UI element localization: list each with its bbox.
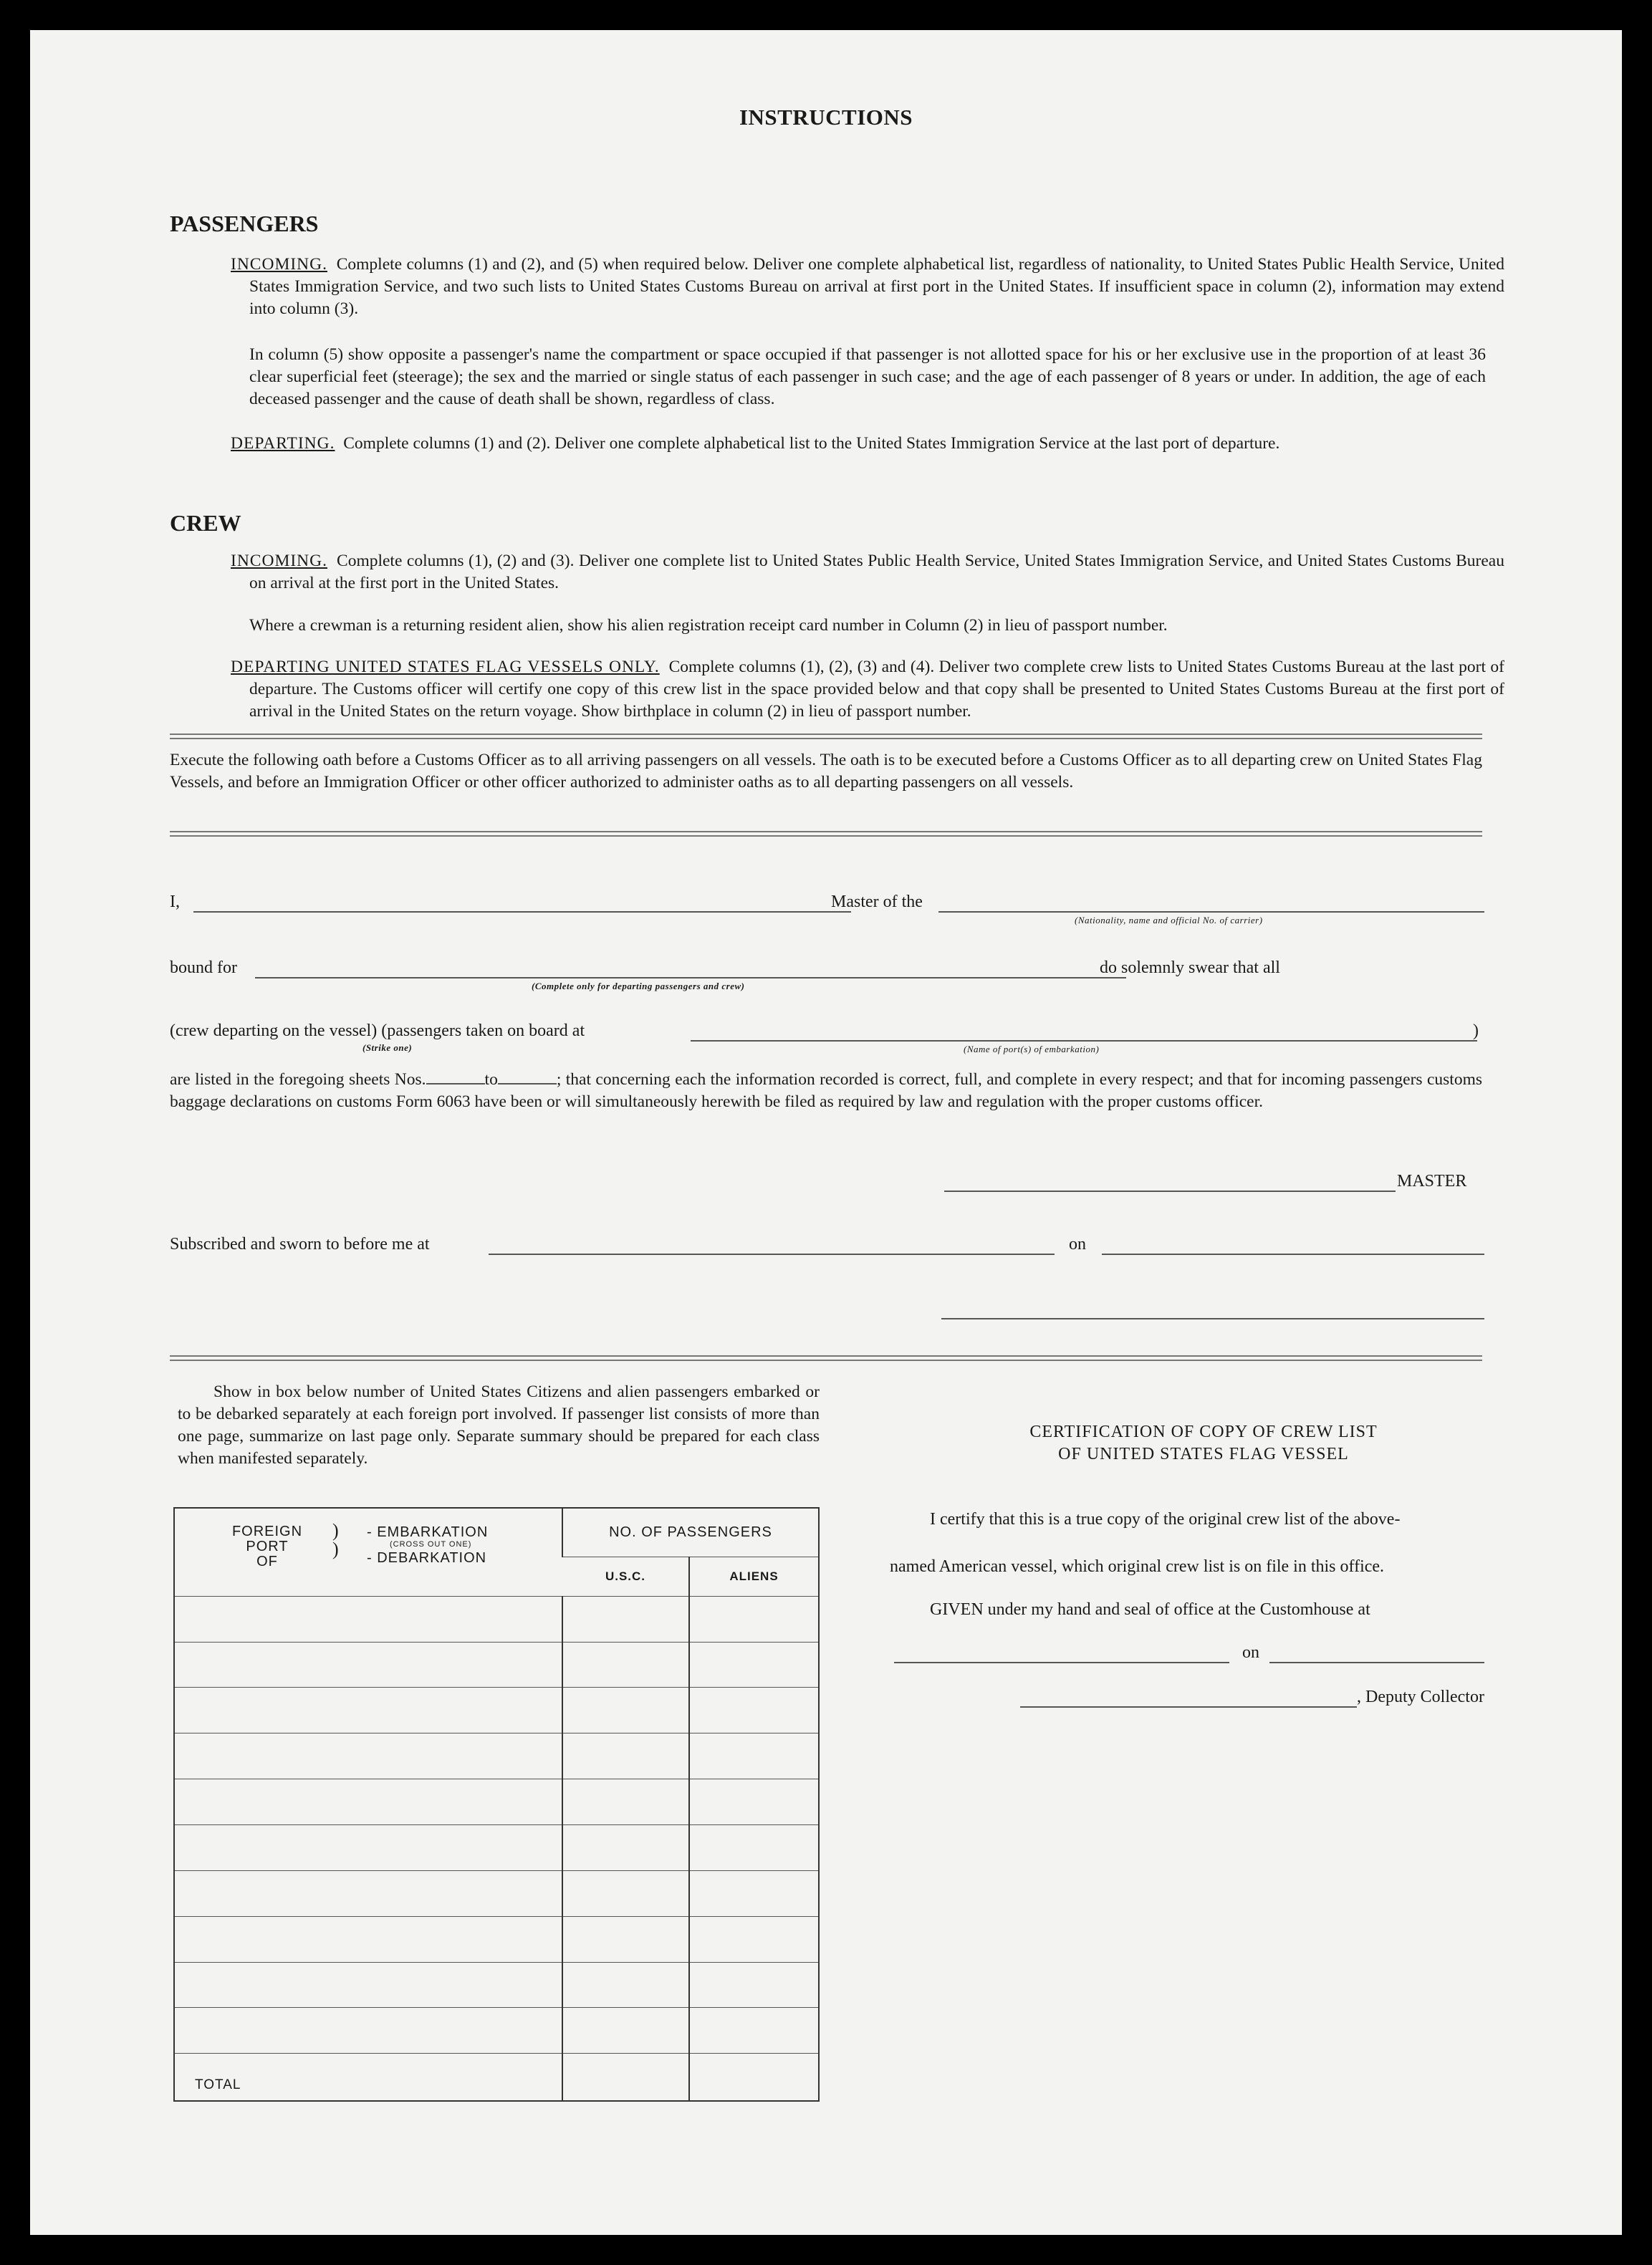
crew-departing-label: DEPARTING UNITED STATES FLAG VESSELS ONLY. xyxy=(231,658,660,676)
port-header-line: PORT xyxy=(246,1539,289,1554)
carrier-field[interactable] xyxy=(938,911,1484,913)
certification-line-3: GIVEN under my hand and seal of office at the Customhouse at xyxy=(930,1600,1370,1619)
listed-paragraph xyxy=(170,1069,1482,1113)
port-cell[interactable] xyxy=(174,1733,562,1779)
crew-incoming-paragraph xyxy=(231,550,1504,595)
usc-cell[interactable] xyxy=(562,1824,689,1870)
sworn-on-label: on xyxy=(1069,1235,1086,1254)
total-cell xyxy=(174,2054,562,2101)
usc-cell[interactable] xyxy=(562,1916,689,1962)
certification-line-1: I certify that this is a true copy of the original crew list of the above- xyxy=(930,1510,1401,1529)
sworn-place-field[interactable] xyxy=(489,1254,1055,1255)
carrier-caption: (Nationality, name and official No. of carrier) xyxy=(1075,915,1263,925)
cross-out-caption: (CROSS OUT ONE) xyxy=(390,1540,472,1549)
aliens-header xyxy=(689,1557,819,1596)
usc-cell[interactable] xyxy=(562,1870,689,1916)
divider xyxy=(170,831,1482,832)
usc-cell[interactable] xyxy=(562,1779,689,1825)
crew-incoming-label: INCOMING. xyxy=(231,552,327,570)
deputy-signature-field[interactable] xyxy=(1020,1706,1357,1708)
officer-signature-field[interactable] xyxy=(941,1318,1484,1319)
listed-label: are listed in the foregoing sheets Nos. xyxy=(170,1070,426,1089)
aliens-cell[interactable] xyxy=(689,1962,819,2008)
divider xyxy=(170,738,1482,739)
listed-text: ; that concerning each the information recorded is correct, full, and complete in every respect; and that for incoming passengers customs baggage declarations on customs Form 6063 have been or will simultaneously herewith be filed as required by law and regulation with the proper customs officer. xyxy=(170,1070,1482,1111)
usc-cell[interactable] xyxy=(562,1733,689,1779)
port-cell[interactable] xyxy=(174,1916,562,1962)
divider xyxy=(170,835,1482,837)
certification-date-field[interactable] xyxy=(1269,1662,1484,1663)
subscribed-label: Subscribed and sworn to before me at xyxy=(170,1235,430,1254)
usc-cell[interactable] xyxy=(562,1688,689,1733)
aliens-cell[interactable] xyxy=(689,1824,819,1870)
aliens-cell[interactable] xyxy=(689,2008,819,2054)
close-paren: ) xyxy=(1473,1021,1479,1040)
summary-instruction: Show in box below number of United States Citizens and alien passengers embarked or to be debarked separately at each foreign port involved. If passenger list consists of more than one page, summarize on last page only. Separate summary should be prepared for each class when manifested separately. xyxy=(178,1382,820,1468)
port-cell[interactable] xyxy=(174,1642,562,1688)
brace-bottom: ) xyxy=(332,1539,339,1559)
document-page xyxy=(30,30,1622,2235)
no-passengers-header xyxy=(562,1508,819,1557)
port-cell[interactable] xyxy=(174,1824,562,1870)
crew-departing-label: (crew departing on the vessel) (passengers taken on board at xyxy=(170,1021,585,1040)
port-cell[interactable] xyxy=(174,1962,562,2008)
divider xyxy=(170,734,1482,735)
oath-i-label: I, xyxy=(170,893,180,911)
master-name-field[interactable] xyxy=(193,911,851,913)
port-cell[interactable] xyxy=(174,1870,562,1916)
usc-cell[interactable] xyxy=(562,2008,689,2054)
aliens-total-cell[interactable] xyxy=(689,2054,819,2101)
destination-field[interactable] xyxy=(255,977,1126,978)
bound-for-label: bound for xyxy=(170,958,237,977)
passengers-departing-paragraph xyxy=(231,433,1504,455)
port-cell[interactable] xyxy=(174,2008,562,2054)
aliens-cell[interactable] xyxy=(689,1779,819,1825)
certification-on-label: on xyxy=(1242,1643,1259,1662)
crew-departing-paragraph xyxy=(231,656,1504,723)
crew-resident-paragraph: Where a crewman is a returning resident alien, show his alien registration receipt card number in Column (2) in lieu of passport number. xyxy=(249,616,1168,635)
port-cell[interactable] xyxy=(174,1688,562,1733)
port-cell[interactable] xyxy=(174,1596,562,1642)
aliens-cell[interactable] xyxy=(689,1870,819,1916)
usc-cell[interactable] xyxy=(562,1596,689,1642)
certification-line-2: named American vessel, which original crew list is on file in this office. xyxy=(890,1557,1385,1576)
crew-incoming-text: Complete columns (1), (2) and (3). Deliver one complete list to United States Public Health Service, United States Immigration Service, and United States Customs Bureau on arrival at the first port in the United States. xyxy=(249,552,1504,592)
port-header-line: FOREIGN xyxy=(231,1524,303,1539)
port-caption: (Name of port(s) of embarkation) xyxy=(964,1044,1100,1054)
strike-caption: (Strike one) xyxy=(362,1042,413,1053)
certification-title-line: CERTIFICATION OF COPY OF CREW LIST xyxy=(1029,1423,1378,1441)
no-passengers-label: NO. OF PASSENGERS xyxy=(609,1524,772,1540)
aliens-cell[interactable] xyxy=(689,1916,819,1962)
port-cell[interactable] xyxy=(174,1779,562,1825)
debarkation-label: - DEBARKATION xyxy=(367,1550,487,1566)
passengers-incoming-paragraph xyxy=(231,254,1504,320)
sworn-date-field[interactable] xyxy=(1102,1254,1484,1255)
crew-departing-text: Complete columns (1), (2), (3) and (4). Deliver two complete crew lists to United States Customs Bureau at the last port of departure. The Customs officer will certify one copy of this crew list in the space provided below and that copy shall be presented to United States Customs Bureau at the first port of arrival in the United States on the return voyage. Show birthplace in column (2) in lieu of passport number. xyxy=(249,658,1504,721)
sheet-from-field[interactable] xyxy=(426,1083,485,1085)
divider xyxy=(170,1360,1482,1361)
passengers-heading: PASSENGERS xyxy=(170,211,319,236)
passengers-departing-label: DEPARTING. xyxy=(231,434,335,453)
certification-title xyxy=(860,1421,1547,1466)
passengers-column5-paragraph: In column (5) show opposite a passenger's name the compartment or space occupied if that passenger is not allotted space for his or her exclusive use in the proportion of at least 36 clear superficial feet (steerage); the sex and the married or single status of each passenger in such case; and the age of each passenger of 8 years or under. In addition, the age of each deceased passenger and the cause of death shall be shown, regardless of class. xyxy=(249,345,1486,408)
page-title: INSTRUCTIONS xyxy=(739,105,913,130)
master-of-label: Master of the xyxy=(831,893,923,911)
passengers-departing-text: Complete columns (1) and (2). Deliver one complete alphabetical list to the United States Immigration Service at the last port of departure. xyxy=(343,434,1280,453)
usc-label: U.S.C. xyxy=(605,1569,646,1583)
port-header xyxy=(228,1524,307,1569)
passengers-incoming-text: Complete columns (1) and (2), and (5) when required below. Deliver one complete alphabetical list, regardless of nationality, to United States Public Health Service, United States Immigration Service, and two such lists to United States Customs Bureau on arrival at first port in the United States. If insufficient space in column (2), information may extend into column (3). xyxy=(249,255,1505,318)
embarkation-label: - EMBARKATION xyxy=(367,1524,489,1540)
usc-cell[interactable] xyxy=(562,1962,689,2008)
usc-header xyxy=(562,1557,689,1596)
aliens-cell[interactable] xyxy=(689,1596,819,1642)
aliens-cell[interactable] xyxy=(689,1688,819,1733)
to-label: to xyxy=(484,1070,498,1089)
port-header-line: OF xyxy=(256,1554,278,1569)
master-signature-field[interactable] xyxy=(944,1191,1396,1192)
oath-instruction: Execute the following oath before a Customs Officer as to all arriving passengers on all vessels. The oath is to be executed before a Customs Officer as to all departing crew on United States Flag Vessels, and before an Immigration Officer or other officer authorized to administer oaths as to all departing passengers on all vessels. xyxy=(170,751,1482,792)
sheet-to-field[interactable] xyxy=(498,1083,557,1085)
aliens-cell[interactable] xyxy=(689,1733,819,1779)
passenger-summary-table xyxy=(173,1507,820,2102)
embarkation-port-field[interactable] xyxy=(691,1040,1477,1042)
swear-label: do solemnly swear that all xyxy=(1100,958,1280,977)
crew-heading: CREW xyxy=(170,510,241,536)
usc-total-cell[interactable] xyxy=(562,2054,689,2101)
deputy-collector-label: , Deputy Collector xyxy=(1357,1688,1484,1706)
customhouse-place-field[interactable] xyxy=(894,1662,1229,1663)
total-label: TOTAL xyxy=(195,2077,241,2092)
aliens-label: ALIENS xyxy=(729,1569,779,1583)
brace-top: ) xyxy=(332,1520,339,1541)
bound-caption: (Complete only for departing passengers and crew) xyxy=(532,981,745,991)
master-label: MASTER xyxy=(1397,1172,1467,1191)
divider xyxy=(170,1355,1482,1357)
usc-cell[interactable] xyxy=(562,1642,689,1688)
passengers-incoming-label: INCOMING. xyxy=(231,255,327,274)
certification-title-line: OF UNITED STATES FLAG VESSEL xyxy=(1058,1445,1349,1463)
port-header-cell xyxy=(174,1508,562,1596)
aliens-cell[interactable] xyxy=(689,1642,819,1688)
